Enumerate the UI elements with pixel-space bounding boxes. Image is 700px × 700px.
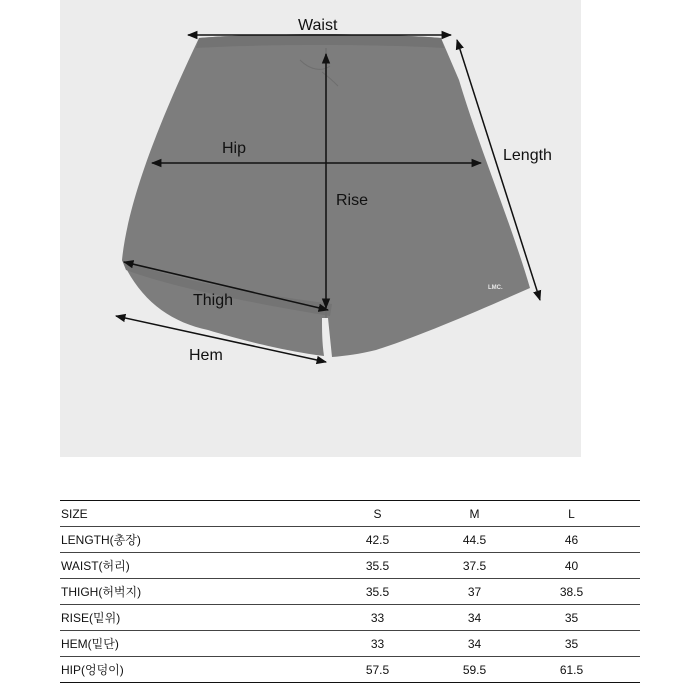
cell-s: 35.5 xyxy=(329,553,426,579)
hip-label: Hip xyxy=(222,140,247,157)
cell-l: 40 xyxy=(523,553,620,579)
cell-l: 38.5 xyxy=(523,579,620,605)
table-spacer xyxy=(620,527,640,553)
table-spacer xyxy=(620,579,640,605)
cell-s: 42.5 xyxy=(329,527,426,553)
cell-l: 61.5 xyxy=(523,657,620,683)
row-label: THIGH(허벅지) xyxy=(60,579,329,605)
table-row xyxy=(60,631,640,657)
size-header-s: S xyxy=(329,501,426,527)
size-header-l: L xyxy=(523,501,620,527)
cell-s: 33 xyxy=(329,605,426,631)
length-label: Length xyxy=(503,147,552,164)
size-chart-table xyxy=(60,500,640,683)
cell-s: 35.5 xyxy=(329,579,426,605)
table-row xyxy=(60,657,640,683)
row-label: HEM(밑단) xyxy=(60,631,329,657)
row-label: WAIST(허리) xyxy=(60,553,329,579)
thigh-label: Thigh xyxy=(193,292,234,309)
rise-label: Rise xyxy=(336,192,369,209)
cell-l: 46 xyxy=(523,527,620,553)
row-label: RISE(밑위) xyxy=(60,605,329,631)
waist-label: Waist xyxy=(298,17,338,34)
table-row xyxy=(60,527,640,553)
size-header-label: SIZE xyxy=(60,501,329,527)
cell-m: 37.5 xyxy=(426,553,523,579)
cell-m: 34 xyxy=(426,605,523,631)
table-row xyxy=(60,605,640,631)
cell-s: 33 xyxy=(329,631,426,657)
table-spacer xyxy=(620,605,640,631)
cell-m: 34 xyxy=(426,631,523,657)
shorts-measurement-diagram xyxy=(60,0,581,457)
shorts-diagram-svg xyxy=(60,0,581,457)
table-spacer xyxy=(620,553,640,579)
table-spacer xyxy=(620,631,640,657)
table-row xyxy=(60,579,640,605)
cell-l: 35 xyxy=(523,605,620,631)
cell-m: 44.5 xyxy=(426,527,523,553)
size-header-row xyxy=(60,501,640,527)
cell-m: 59.5 xyxy=(426,657,523,683)
table-spacer xyxy=(620,657,640,683)
cell-m: 37 xyxy=(426,579,523,605)
size-header-m: M xyxy=(426,501,523,527)
row-label: HIP(엉덩이) xyxy=(60,657,329,683)
table-row xyxy=(60,553,640,579)
row-label: LENGTH(총장) xyxy=(60,527,329,553)
cell-s: 57.5 xyxy=(329,657,426,683)
brand-mark: LMC. xyxy=(488,285,503,291)
table-spacer xyxy=(620,501,640,527)
cell-l: 35 xyxy=(523,631,620,657)
hem-label: Hem xyxy=(189,347,223,364)
